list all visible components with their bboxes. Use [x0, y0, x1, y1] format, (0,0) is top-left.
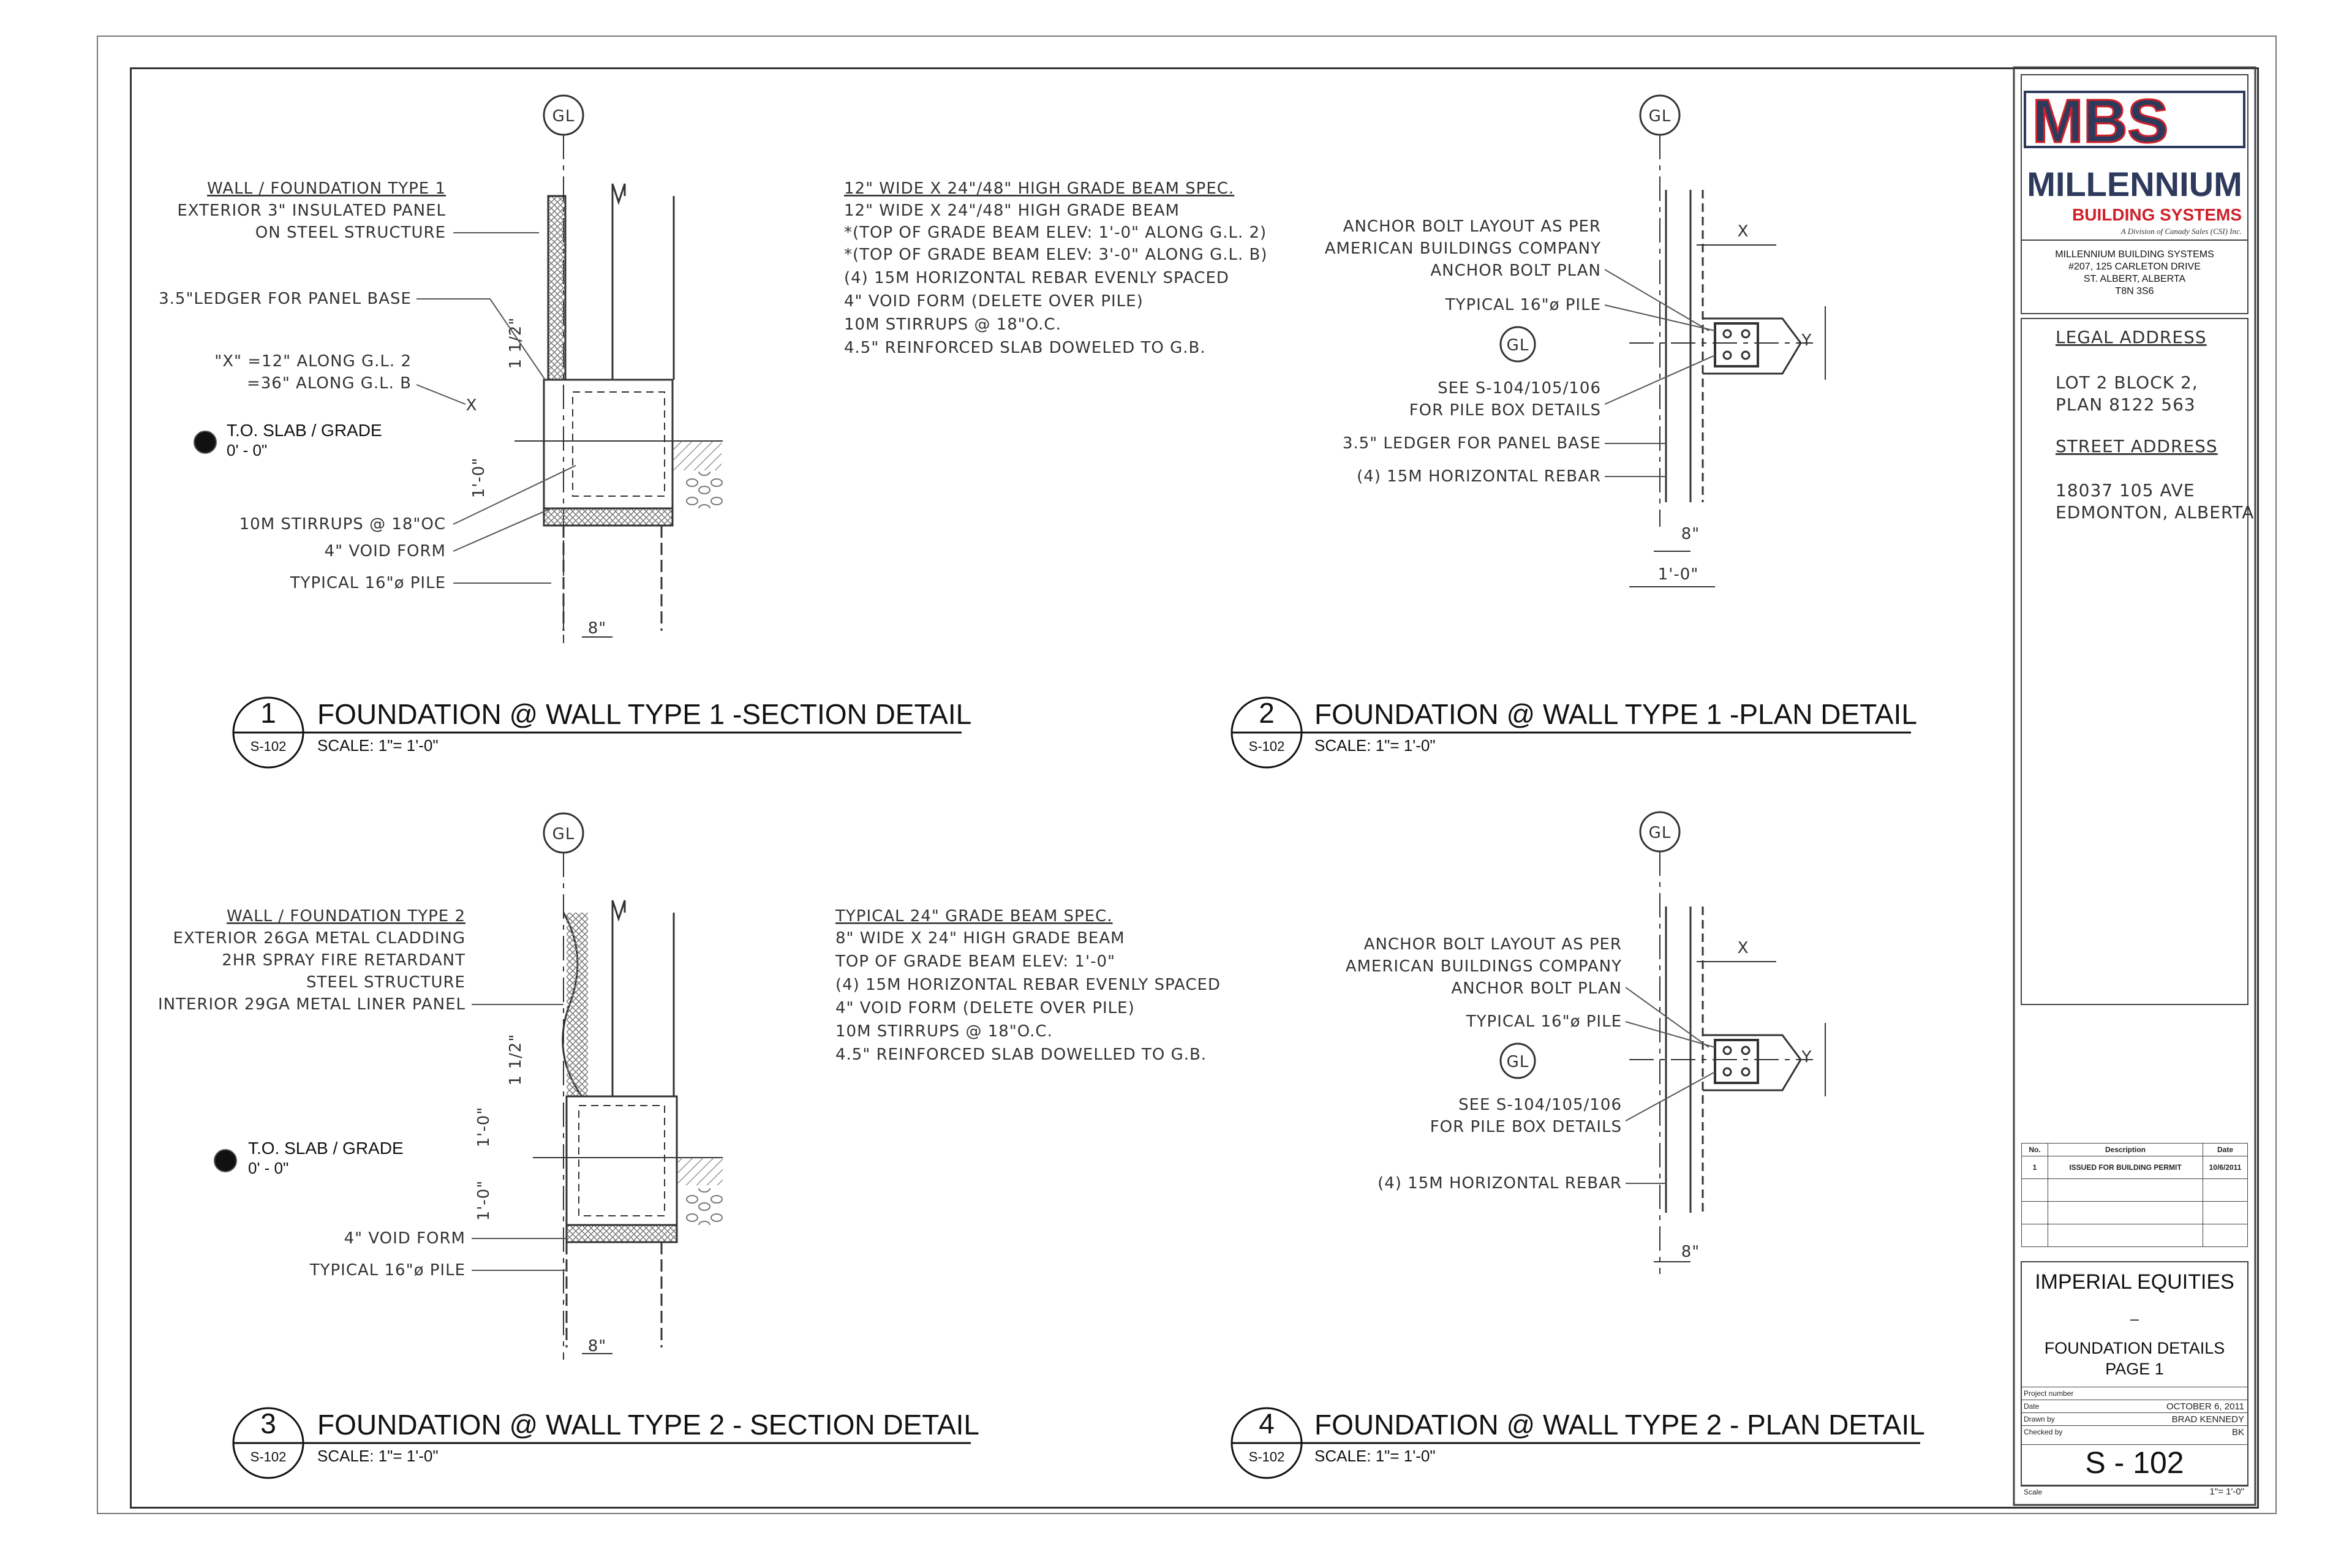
revision-table: [2021, 1143, 2248, 1247]
dimension: 1'-0": [470, 457, 488, 499]
gl-label: GL: [1648, 824, 1672, 842]
scale-value: 1"= 1'-0": [2209, 1487, 2244, 1497]
legal-address-line: LOT 2 BLOCK 2,: [2056, 372, 2198, 393]
dimension: 8": [1681, 1243, 1700, 1261]
detail-1-title: [233, 697, 971, 767]
detail-scale: SCALE: 1"= 1'-0": [1314, 1447, 1436, 1465]
dimension: Y: [1801, 331, 1812, 350]
sheet-number: S - 102: [2021, 1444, 2248, 1480]
dimension: 1'-0": [475, 1106, 493, 1148]
detail-3-title: [233, 1408, 979, 1478]
callout: ANCHOR BOLT LAYOUT AS PER: [1343, 217, 1601, 236]
logo-word: MILLENNIUM: [2027, 165, 2242, 203]
detail-number: 1: [260, 697, 276, 729]
spec-line: 4" VOID FORM (DELETE OVER PILE): [844, 292, 1144, 311]
dimension: X: [1737, 939, 1749, 957]
callout: 4" VOID FORM: [344, 1229, 466, 1248]
legal-address-title: LEGAL ADDRESS: [2056, 327, 2207, 347]
callout: STEEL STRUCTURE: [306, 973, 466, 992]
legal-address-line: PLAN 8122 563: [2056, 394, 2196, 415]
field-value: [2110, 1387, 2248, 1400]
spec-line: 12" WIDE X 24"/48" HIGH GRADE BEAM: [844, 202, 1180, 220]
callout: SEE S-104/105/106: [1438, 379, 1601, 398]
detail-1-section: [514, 96, 723, 643]
logo-tagline: A Division of Canady Sales (CSI) Inc.: [2120, 227, 2242, 236]
detail-2-title: [1232, 697, 1917, 767]
revision-header: [2022, 1144, 2248, 1156]
gl-label: GL: [1506, 1053, 1529, 1071]
rev-header-no: No.: [2022, 1144, 2048, 1156]
revision-row: [2022, 1224, 2248, 1247]
dimension: 8": [587, 619, 607, 638]
gl-label: GL: [552, 825, 575, 843]
spec-title: 12" WIDE X 24"/48" HIGH GRADE BEAM SPEC.: [844, 179, 1235, 198]
field-value: BK: [2110, 1426, 2248, 1439]
spec-line: 8" WIDE X 24" HIGH GRADE BEAM: [835, 929, 1125, 948]
spec-line: *(TOP OF GRADE BEAM ELEV: 1'-0" ALONG G.L. 2): [844, 224, 1267, 242]
logo-sub: BUILDING SYSTEMS: [2072, 205, 2242, 224]
site-address: [2056, 327, 2254, 522]
dimension: Y: [1801, 1048, 1812, 1066]
company-name: MILLENNIUM BUILDING SYSTEMS: [2055, 249, 2214, 260]
detail-3-section: [533, 813, 723, 1360]
rev-desc: ISSUED FOR BUILDING PERMIT: [2048, 1156, 2203, 1179]
detail-4-leaders: [1626, 987, 1715, 1183]
callout: EXTERIOR 3" INSULATED PANEL: [177, 202, 446, 220]
callout: AMERICAN BUILDINGS COMPANY: [1345, 957, 1622, 976]
spec-1: [844, 179, 1267, 357]
company-logo: [2025, 87, 2244, 236]
field-label: Drawn by: [2021, 1413, 2110, 1426]
callout: EXTERIOR 26GA METAL CLADDING: [173, 929, 466, 948]
spec-line: 4.5" REINFORCED SLAB DOWELLED TO G.B.: [835, 1046, 1207, 1064]
detail-4-labels: [1346, 935, 1812, 1261]
spec-line: 4.5" REINFORCED SLAB DOWELED TO G.B.: [844, 339, 1206, 357]
callout: SEE S-104/105/106: [1458, 1096, 1622, 1114]
detail-2-plan: [1629, 96, 1825, 587]
dimension: 8": [1681, 525, 1700, 543]
rev-no: 1: [2022, 1156, 2048, 1179]
callout: TYPICAL 16"ø PILE: [1445, 296, 1601, 314]
callout: AMERICAN BUILDINGS COMPANY: [1324, 239, 1601, 258]
address-line: #207, 125 CARLETON DRIVE: [2068, 262, 2201, 272]
rev-header-desc: Description: [2048, 1144, 2203, 1156]
callout: TYPICAL 16"ø PILE: [1466, 1012, 1622, 1031]
slab-label: T.O. SLAB / GRADE: [248, 1139, 404, 1158]
callout: ANCHOR BOLT PLAN: [1451, 979, 1622, 998]
callout: 3.5" LEDGER FOR PANEL BASE: [1342, 434, 1601, 453]
detail-4-plan: [1629, 812, 1825, 1274]
field-label: Checked by: [2021, 1426, 2110, 1439]
elevation-label: 0' - 0": [248, 1159, 289, 1177]
callout: TYPICAL 16"ø PILE: [309, 1261, 466, 1280]
spec-line: 10M STIRRUPS @ 18"O.C.: [844, 315, 1061, 334]
gl-label: GL: [1648, 107, 1672, 126]
wall-type-title: WALL / FOUNDATION TYPE 1: [207, 179, 446, 198]
callout: =36" ALONG G.L. B: [246, 374, 412, 393]
callout: (4) 15M HORIZONTAL REBAR: [1357, 467, 1601, 486]
detail-scale: SCALE: 1"= 1'-0": [1314, 736, 1436, 755]
field-value: OCTOBER 6, 2011: [2110, 1400, 2248, 1413]
callout: ANCHOR BOLT PLAN: [1430, 262, 1601, 280]
project-info: [2021, 1387, 2248, 1438]
callout: FOR PILE BOX DETAILS: [1409, 401, 1601, 420]
field-label: Date: [2021, 1400, 2110, 1413]
callout: FOR PILE BOX DETAILS: [1430, 1118, 1622, 1136]
logo-mark: MBS: [2032, 87, 2169, 156]
project-row: [2021, 1426, 2248, 1439]
detail-scale: SCALE: 1"= 1'-0": [317, 736, 439, 755]
detail-3-labels: [158, 907, 606, 1355]
sheet-ref: S-102: [1248, 739, 1285, 754]
scale-label: Scale: [2024, 1488, 2043, 1496]
dimension: 1 1/2": [507, 317, 525, 369]
rev-date: 10/6/2011: [2203, 1156, 2248, 1179]
detail-4-title: [1232, 1408, 1925, 1478]
dimension: 1'-0": [1657, 565, 1699, 584]
dimension: X: [1737, 222, 1749, 241]
address-line: T8N 3S6: [2115, 286, 2154, 296]
callout: ON STEEL STRUCTURE: [255, 224, 446, 242]
spec-line: TOP OF GRADE BEAM ELEV: 1'-0": [835, 952, 1115, 971]
spec-line: (4) 15M HORIZONTAL REBAR EVENLY SPACED: [835, 976, 1221, 994]
callout: 3.5"LEDGER FOR PANEL BASE: [159, 290, 412, 308]
detail-title: FOUNDATION @ WALL TYPE 2 - SECTION DETAIL: [317, 1409, 979, 1441]
sheet-ref: S-102: [250, 1449, 287, 1464]
drawing-title-1: FOUNDATION DETAILS: [2044, 1339, 2225, 1357]
spec-line: 4" VOID FORM (DELETE OVER PILE): [835, 999, 1135, 1017]
callout: TYPICAL 16"ø PILE: [290, 574, 446, 592]
detail-number: 3: [260, 1408, 276, 1439]
client-name: IMPERIAL EQUITIES: [2035, 1270, 2234, 1294]
dimension: 8": [587, 1337, 607, 1355]
elevation-label: 0' - 0": [227, 441, 268, 459]
street-address-line: 18037 105 AVE: [2056, 480, 2195, 500]
callout: INTERIOR 29GA METAL LINER PANEL: [157, 995, 466, 1014]
wall-type-title: WALL / FOUNDATION TYPE 2: [227, 907, 466, 925]
company-address: [2055, 249, 2214, 296]
detail-number: 2: [1259, 697, 1275, 729]
project-row: [2021, 1413, 2248, 1426]
callout: ANCHOR BOLT LAYOUT AS PER: [1363, 935, 1622, 954]
project-row: [2021, 1387, 2248, 1400]
spec-line: (4) 15M HORIZONTAL REBAR EVENLY SPACED: [844, 269, 1229, 287]
gl-label: GL: [1506, 336, 1529, 355]
revision-row: [2022, 1156, 2248, 1179]
callout: 10M STIRRUPS @ 18"OC: [239, 515, 446, 533]
field-label: Project number: [2021, 1387, 2110, 1400]
scale-row: [2021, 1485, 2248, 1500]
callout: (4) 15M HORIZONTAL REBAR: [1378, 1174, 1622, 1193]
detail-title: FOUNDATION @ WALL TYPE 2 - PLAN DETAIL: [1314, 1409, 1925, 1441]
revision-row: [2022, 1202, 2248, 1224]
gl-label: GL: [552, 107, 575, 126]
detail-scale: SCALE: 1"= 1'-0": [317, 1447, 439, 1465]
spec-title: TYPICAL 24" GRADE BEAM SPEC.: [835, 907, 1113, 925]
sheet-ref: S-102: [250, 739, 287, 754]
drawing-title-2: PAGE 1: [2105, 1360, 2164, 1378]
callout: 4" VOID FORM: [324, 542, 446, 560]
dimension: 1 1/2": [507, 1033, 525, 1086]
address-line: ST. ALBERT, ALBERTA: [2083, 274, 2186, 284]
detail-2-labels: [1325, 217, 1812, 584]
detail-1-labels: [159, 179, 606, 638]
dimension: 1'-0": [475, 1180, 493, 1221]
rev-header-date: Date: [2203, 1144, 2248, 1156]
dimension: X: [466, 396, 478, 415]
callout: "X" =12" ALONG G.L. 2: [214, 352, 412, 371]
detail-number: 4: [1259, 1408, 1275, 1439]
spec-line: 10M STIRRUPS @ 18"O.C.: [835, 1022, 1053, 1041]
slab-label: T.O. SLAB / GRADE: [227, 421, 382, 440]
spec-line: *(TOP OF GRADE BEAM ELEV: 3'-0" ALONG G.L. B): [844, 246, 1268, 264]
field-value: BRAD KENNEDY: [2110, 1413, 2248, 1426]
revision-row: [2022, 1179, 2248, 1202]
street-address-line: EDMONTON, ALBERTA: [2056, 502, 2255, 522]
street-address-title: STREET ADDRESS: [2056, 436, 2218, 456]
sheet-ref: S-102: [1248, 1449, 1285, 1464]
detail-title: FOUNDATION @ WALL TYPE 1 -SECTION DETAIL: [317, 698, 972, 730]
client-dash: _: [2130, 1305, 2139, 1321]
detail-title: FOUNDATION @ WALL TYPE 1 -PLAN DETAIL: [1314, 698, 1917, 730]
callout: 2HR SPRAY FIRE RETARDANT: [222, 951, 466, 970]
project-row: [2021, 1400, 2248, 1413]
spec-2: [835, 907, 1221, 1064]
